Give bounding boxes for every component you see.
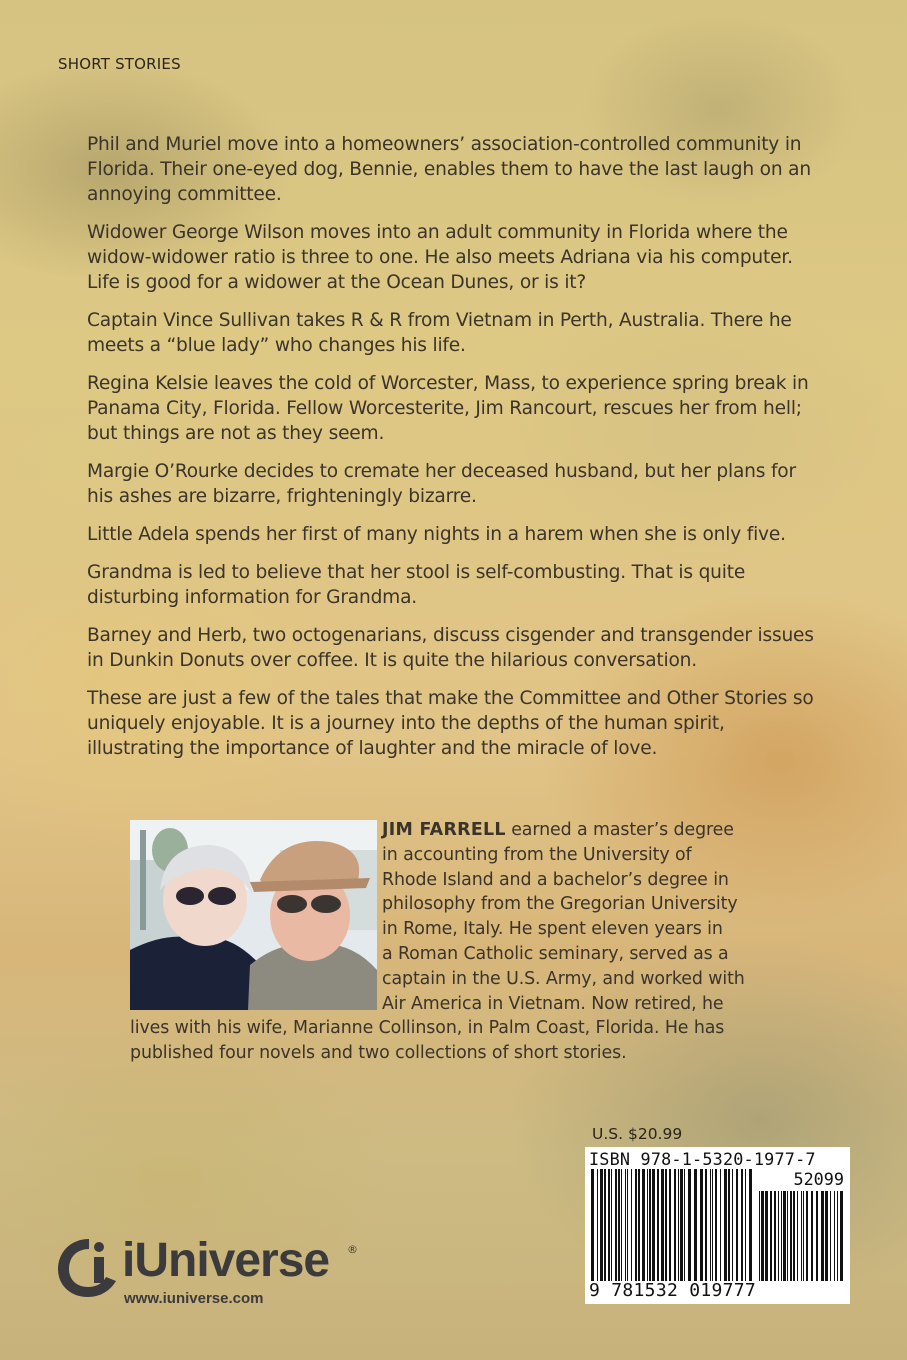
price-label: U.S. $20.99 [592, 1125, 683, 1143]
blurb-paragraph: Little Adela spends her first of many nights in a harem when she is only five. [87, 524, 786, 545]
barcode-bar [834, 1191, 835, 1281]
barcode-bar [694, 1169, 697, 1281]
isbn-label: ISBN 978-1-5320-1977-7 [589, 1149, 816, 1169]
back-cover-blurb [87, 132, 827, 774]
barcode-bar [787, 1191, 788, 1281]
bio-line: in accounting from the University of [382, 844, 692, 865]
barcode-bar [618, 1169, 620, 1281]
barcode-bar [801, 1191, 802, 1281]
barcode-bar [615, 1169, 617, 1281]
barcode-bar [778, 1191, 779, 1281]
barcode-bar [720, 1169, 721, 1281]
barcode-bar [741, 1169, 743, 1281]
barcode-bar [745, 1169, 746, 1281]
barcode-bar [781, 1191, 782, 1281]
barcode-bar [761, 1191, 764, 1281]
bio-line: Air America in Vietnam. Now retired, he [382, 993, 724, 1014]
barcode-bar [705, 1169, 707, 1281]
barcode-bar [652, 1169, 655, 1281]
blurb-paragraph: Captain Vince Sullivan takes R & R from Vietnam in Perth, Australia. There he meets a “blue lady” who changes his life. [87, 310, 792, 356]
publisher-logo [56, 1233, 366, 1313]
barcode-bar [591, 1169, 594, 1281]
isbn-barcode [585, 1147, 850, 1304]
barcode-bar [600, 1169, 603, 1281]
bio-line: a Roman Catholic seminary, served as a [382, 943, 729, 964]
barcode-bar [700, 1169, 703, 1281]
addon-barcode-bars [759, 1191, 843, 1281]
blurb-paragraph: Margie O’Rourke decides to cremate her deceased husband, but her plans for his ashes are bizarre, frighteningly bizarre. [87, 461, 796, 507]
barcode-bar [825, 1191, 828, 1281]
barcode-bar [724, 1169, 727, 1281]
bio-line: lives with his wife, Marianne Collinson, in Palm Coast, Florida. He has [130, 1018, 725, 1039]
blurb-paragraph: Phil and Muriel move into a homeowners’ association-controlled community in Florida. Their one-eyed dog, Bennie, enables them to have the last laugh on an annoying committee. [87, 134, 811, 205]
barcode-bar [712, 1169, 713, 1281]
barcode-bar [680, 1169, 683, 1281]
barcode-bar [621, 1169, 622, 1281]
bio-line: philosophy from the Gregorian University [382, 894, 738, 915]
barcode-bar [604, 1169, 606, 1281]
blurb-paragraph: Regina Kelsie leaves the cold of Worcester, Mass, to experience spring break in Panama City, Florida. Fellow Worcesterite, Jim Rancourt, rescues her from hell; but things are not as they seem. [87, 373, 809, 444]
barcode-bar [669, 1169, 671, 1281]
barcode-bar [678, 1169, 679, 1281]
barcode-bar [793, 1191, 795, 1281]
barcode-bar [821, 1191, 824, 1281]
author-bio [130, 818, 780, 1066]
barcode-bar [840, 1191, 843, 1281]
barcode-bar [774, 1191, 776, 1281]
barcode-bar [759, 1191, 760, 1281]
barcode-bar [765, 1191, 768, 1281]
category-label: SHORT STORIES [58, 55, 181, 73]
barcode-bar [649, 1169, 651, 1281]
barcode-bar [728, 1169, 730, 1281]
price-code: 52099 [793, 1169, 844, 1189]
barcode-bar [710, 1169, 711, 1281]
barcode-bar [611, 1169, 612, 1281]
barcode-bar [638, 1169, 640, 1281]
blurb-paragraph: Grandma is led to believe that her stool is self-combusting. That is quite disturbing information for Grandma. [87, 562, 746, 608]
barcode-bar [816, 1191, 818, 1281]
barcode-bar [806, 1191, 808, 1281]
ean-barcode-bars [591, 1169, 755, 1281]
author-name: JIM FARRELL [382, 820, 506, 840]
barcode-bar [647, 1169, 648, 1281]
bio-line: Rhode Island and a bachelor’s degree in [382, 869, 729, 890]
barcode-bar [635, 1169, 637, 1281]
barcode-bar [688, 1169, 691, 1281]
publisher-name: iUniverse [122, 1234, 330, 1287]
barcode-bar [790, 1191, 792, 1281]
blurb-paragraph: Barney and Herb, two octogenarians, discuss cisgender and transgender issues in Dunkin Donuts over coffee. It is quite the hilarious conversation. [87, 625, 814, 671]
barcode-bar [797, 1191, 798, 1281]
barcode-bar [597, 1169, 598, 1281]
barcode-bar [657, 1169, 659, 1281]
bio-line: in Rome, Italy. He spent eleven years in [382, 919, 723, 940]
bio-line: published four novels and two collections of short stories. [130, 1043, 627, 1064]
barcode-bar [684, 1169, 685, 1281]
barcode-bar [625, 1169, 626, 1281]
barcode-bar [715, 1169, 717, 1281]
registered-mark: ® [347, 1243, 358, 1256]
barcode-bar [811, 1191, 813, 1281]
barcode-bar [837, 1191, 838, 1281]
ean-digits: 9 781532 019777 [589, 1280, 757, 1301]
barcode-bar [749, 1169, 752, 1281]
iuniverse-swirl-icon [56, 1233, 122, 1303]
bio-line: captain in the U.S. Army, and worked with [382, 968, 745, 989]
barcode-bar [627, 1169, 628, 1281]
barcode-bar [642, 1169, 645, 1281]
barcode-bar [661, 1169, 664, 1281]
blurb-paragraph: These are just a few of the tales that make the Committee and Other Stories so uniquely enjoyable. It is a journey into the depths of the human spirit, illustrating the importance of laughter and the miracle of love. [87, 688, 814, 759]
barcode-bar [665, 1169, 667, 1281]
barcode-bar [736, 1169, 738, 1281]
barcode-bar [770, 1191, 772, 1281]
barcode-bar [803, 1191, 804, 1281]
barcode-bar [608, 1169, 610, 1281]
blurb-paragraph: Widower George Wilson moves into an adult community in Florida where the widow-widower ratio is three to one. He also meets Adriana via his computer. Life is good for a widower at the Ocean Dunes, or is it? [87, 222, 793, 293]
barcode-bar [631, 1169, 632, 1281]
bio-line: JIM FARRELL earned a master’s degree [382, 820, 734, 840]
barcode-bar [674, 1169, 676, 1281]
barcode-bar [830, 1191, 831, 1281]
barcode-bar [732, 1169, 733, 1281]
publisher-url: www.iuniverse.com [124, 1290, 264, 1307]
barcode-bar [783, 1191, 786, 1281]
